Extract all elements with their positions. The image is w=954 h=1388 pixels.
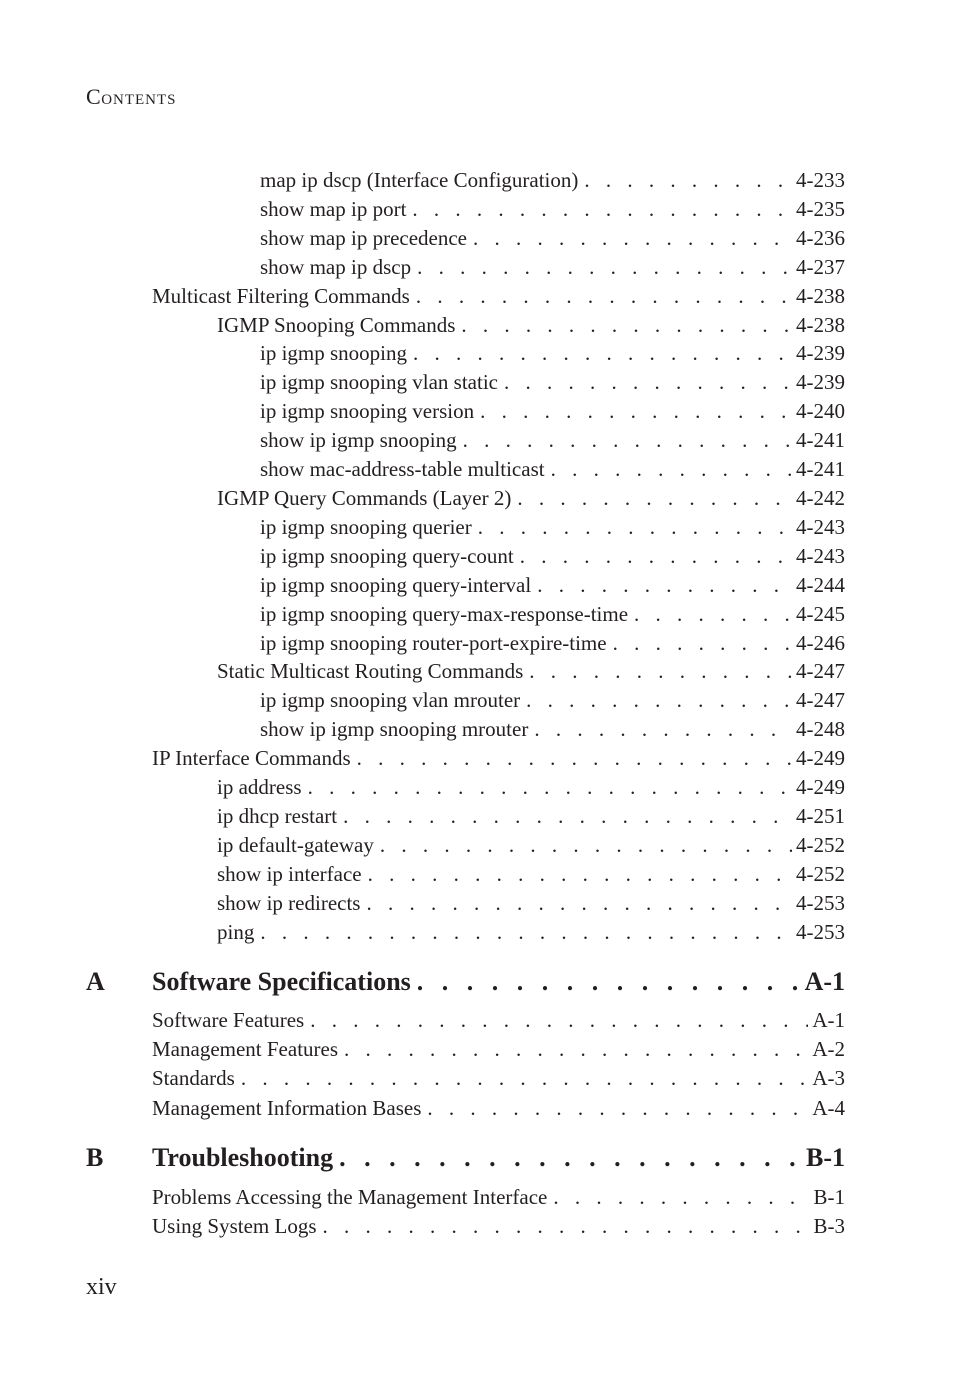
toc-entry[interactable] — [260, 631, 845, 660]
toc-entry[interactable] — [217, 804, 845, 833]
toc-entry-label: show ip redirects — [217, 891, 361, 915]
toc-entry-page: B-3 — [813, 1214, 845, 1238]
toc-entry-label: ip igmp snooping query-interval — [260, 573, 532, 597]
toc-entry-label: Software Features — [152, 1008, 305, 1032]
dot-leader — [241, 1066, 809, 1091]
dot-leader — [584, 168, 792, 193]
toc-entry-label: ping — [217, 920, 255, 944]
toc-entry-page: 4-239 — [796, 370, 845, 394]
toc-entry-page: 4-238 — [796, 313, 845, 337]
toc-entry-label: show map ip dscp — [260, 255, 412, 279]
toc-entry[interactable] — [217, 891, 845, 920]
toc-entry[interactable] — [260, 197, 845, 226]
toc-entry[interactable] — [152, 1096, 845, 1125]
toc-entry[interactable] — [152, 1214, 845, 1243]
dot-leader — [310, 1008, 808, 1033]
toc-entry[interactable] — [260, 515, 845, 544]
toc-entry[interactable] — [152, 1037, 845, 1066]
appendix-heading-a[interactable] — [86, 967, 845, 1003]
toc-entry-label: ip igmp snooping router-port-expire-time — [260, 631, 607, 655]
dot-leader — [517, 486, 792, 511]
dot-leader — [520, 544, 792, 569]
dot-leader — [427, 1096, 808, 1121]
toc-entry-label: Multicast Filtering Commands — [152, 284, 410, 308]
dot-leader — [417, 255, 792, 280]
toc-entry[interactable] — [217, 862, 845, 891]
toc-entry-page: 4-245 — [796, 602, 845, 626]
toc-entry-label: ip igmp snooping query-max-response-time — [260, 602, 629, 626]
dot-leader — [260, 920, 792, 945]
toc-entry-label: Static Multicast Routing Commands — [217, 659, 524, 683]
toc-entry-page: A-2 — [812, 1037, 845, 1061]
toc-entry-page: 4-253 — [796, 920, 845, 944]
dot-leader — [344, 1037, 808, 1062]
toc-entry-label: ip igmp snooping query-count — [260, 544, 514, 568]
appendix-letter: A — [86, 967, 105, 996]
toc-entry-page: 4-244 — [796, 573, 845, 597]
toc-entry[interactable] — [260, 341, 845, 370]
toc-entry-page: 4-237 — [796, 255, 845, 279]
appendix-title: Troubleshooting — [152, 1143, 334, 1172]
toc-entry-page: 4-246 — [796, 631, 845, 655]
toc-entry-page: 4-239 — [796, 341, 845, 365]
dot-leader — [323, 1214, 810, 1239]
toc-entry-page: 4-243 — [796, 515, 845, 539]
dot-leader — [537, 573, 792, 598]
toc-entry-page: A-1 — [812, 1008, 845, 1032]
toc-entry-page: 4-251 — [796, 804, 845, 828]
toc-entry-page: 4-236 — [796, 226, 845, 250]
toc-entry[interactable] — [260, 226, 845, 255]
toc-entry[interactable] — [260, 255, 845, 284]
toc-entry[interactable] — [260, 168, 845, 197]
toc-entry-label: Management Features — [152, 1037, 339, 1061]
toc-entry-label: IGMP Snooping Commands — [217, 313, 456, 337]
dot-leader — [357, 746, 792, 771]
toc-entry-page: 4-249 — [796, 746, 845, 770]
dot-leader — [343, 804, 792, 829]
dot-leader — [529, 659, 792, 684]
toc-entry-page: 4-248 — [796, 717, 845, 741]
toc-entry[interactable] — [217, 486, 845, 515]
toc-entry[interactable] — [217, 920, 845, 949]
toc-entry-page: 4-249 — [796, 775, 845, 799]
toc-entry-label: IP Interface Commands — [152, 746, 351, 770]
toc-entry[interactable] — [260, 399, 845, 428]
dot-leader — [380, 833, 792, 858]
appendix-letter: B — [86, 1143, 104, 1172]
toc-entry-label: map ip dscp (Interface Configuration) — [260, 168, 579, 192]
toc-entry-label: IGMP Query Commands (Layer 2) — [217, 486, 512, 510]
dot-leader — [526, 688, 792, 713]
dot-leader — [480, 399, 792, 424]
toc-entry-label: ip default-gateway — [217, 833, 374, 857]
toc-entry-page: 4-242 — [796, 486, 845, 510]
toc-entry[interactable] — [260, 544, 845, 573]
running-head-rest: ONTENTS — [101, 92, 177, 108]
dot-leader — [634, 602, 792, 627]
running-head — [86, 84, 177, 110]
toc-entry[interactable] — [260, 602, 845, 631]
toc-entry-label: ip igmp snooping vlan mrouter — [260, 688, 521, 712]
toc-entry[interactable] — [260, 428, 845, 457]
toc-entry-page: A-4 — [812, 1096, 845, 1120]
toc-entry-page: 4-247 — [796, 688, 845, 712]
toc-entry-page: 4-247 — [796, 659, 845, 683]
toc-entry-label: ip igmp snooping querier — [260, 515, 472, 539]
running-head-initial: C — [86, 84, 102, 109]
toc-entry-page: 4-241 — [796, 428, 845, 452]
dot-leader — [463, 428, 792, 453]
dot-leader — [413, 341, 792, 366]
toc-entry[interactable] — [260, 370, 845, 399]
toc-entry-label: ip igmp snooping vlan static — [260, 370, 498, 394]
dot-leader — [473, 226, 792, 251]
toc-entry-page: 4-238 — [796, 284, 845, 308]
toc-entry[interactable] — [260, 573, 845, 602]
toc-entry[interactable] — [260, 457, 845, 486]
toc-entry[interactable] — [152, 284, 845, 313]
dot-leader — [366, 891, 792, 916]
toc-entry-label: show mac-address-table multicast — [260, 457, 545, 481]
dot-leader — [412, 197, 792, 222]
appendix-page: B-1 — [806, 1143, 845, 1172]
toc-entry[interactable] — [260, 688, 845, 717]
toc-entry-label: Using System Logs — [152, 1214, 317, 1238]
dot-leader — [368, 862, 792, 887]
dot-leader — [551, 457, 792, 482]
toc-entry-label: Standards — [152, 1066, 235, 1090]
page-number: xiv — [86, 1274, 117, 1300]
dot-leader — [461, 313, 792, 338]
toc-entry[interactable] — [152, 746, 845, 775]
toc-entry[interactable] — [217, 313, 845, 342]
dot-leader — [417, 967, 805, 997]
toc-entry-label: Management Information Bases — [152, 1096, 422, 1120]
toc-entry-label: show map ip port — [260, 197, 407, 221]
toc-entry-page: 4-235 — [796, 197, 845, 221]
toc-entry-label: show ip interface — [217, 862, 362, 886]
toc-entry[interactable] — [260, 717, 845, 746]
toc-entry[interactable] — [152, 1185, 845, 1214]
dot-leader — [553, 1185, 809, 1210]
toc-entry-page: 4-233 — [796, 168, 845, 192]
dot-leader — [339, 1143, 806, 1173]
toc-entry-page: 4-241 — [796, 457, 845, 481]
appendix-title: Software Specifications — [152, 967, 411, 996]
toc-entry[interactable] — [217, 833, 845, 862]
toc-entry-page: 4-252 — [796, 862, 845, 886]
toc-entry-label: show ip igmp snooping mrouter — [260, 717, 529, 741]
toc-entry-label: ip dhcp restart — [217, 804, 338, 828]
toc-entry-page: 4-243 — [796, 544, 845, 568]
appendix-page: A-1 — [804, 967, 845, 996]
toc-entry-label: ip igmp snooping version — [260, 399, 475, 423]
toc-entry-page: 4-252 — [796, 833, 845, 857]
toc-entry-page: B-1 — [813, 1185, 845, 1209]
toc-entry[interactable] — [152, 1066, 845, 1095]
toc-entry-label: show ip igmp snooping — [260, 428, 457, 452]
dot-leader — [504, 370, 792, 395]
toc-entry-label: ip address — [217, 775, 302, 799]
dot-leader — [308, 775, 792, 800]
dot-leader — [416, 284, 792, 309]
dot-leader — [613, 631, 792, 656]
dot-leader — [534, 717, 792, 742]
toc-entry-label: ip igmp snooping — [260, 341, 408, 365]
toc-entry-label: Problems Accessing the Management Interface — [152, 1185, 548, 1209]
dot-leader — [478, 515, 792, 540]
appendix-heading-b[interactable] — [86, 1143, 845, 1179]
toc-entry-page: 4-253 — [796, 891, 845, 915]
toc-entry-page: 4-240 — [796, 399, 845, 423]
toc-entry[interactable] — [217, 775, 845, 804]
toc-entry[interactable] — [217, 659, 845, 688]
toc-entry-label: show map ip precedence — [260, 226, 467, 250]
toc-entry[interactable] — [152, 1008, 845, 1037]
toc-entry-page: A-3 — [812, 1066, 845, 1090]
